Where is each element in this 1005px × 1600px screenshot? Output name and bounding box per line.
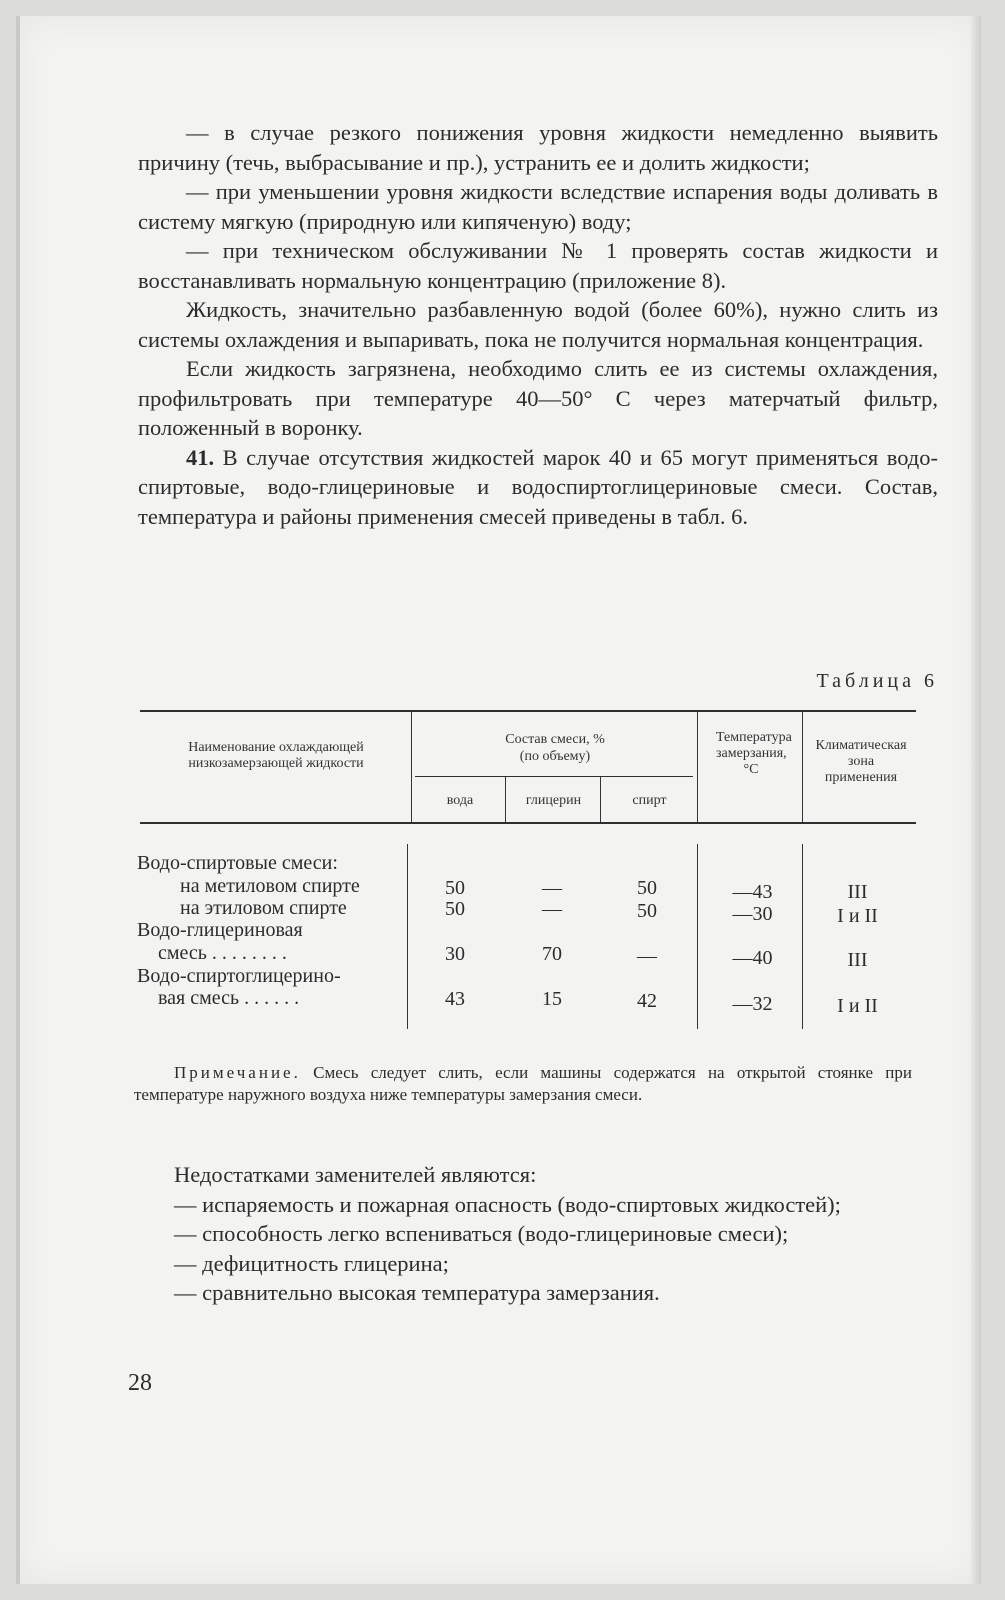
cell-r3-water: 30 <box>445 943 465 965</box>
cell-r4-glycerin: 15 <box>542 988 562 1010</box>
row-label-methyl: на метиловом спирте <box>180 875 360 897</box>
cell-r3-zone: III <box>847 949 868 971</box>
cell-r3-alcohol: — <box>637 945 657 967</box>
col-line-4-head <box>697 712 698 822</box>
cell-r1-glycerin: — <box>542 877 562 899</box>
row-label-water-glycerin-mix: смесь . . . . . . . . <box>158 942 287 964</box>
composition-sub-rule <box>415 776 693 777</box>
header-alcohol: спирт <box>632 793 667 808</box>
cell-r2-temp: —30 <box>732 903 773 925</box>
cell-r2-glycerin: — <box>542 898 562 920</box>
cell-r3-temp: —40 <box>732 947 773 969</box>
table-note <box>134 1062 912 1106</box>
header-name: Наименование охлаждающей низкозамерзающей жидкости <box>188 740 364 771</box>
table-top-rule <box>140 710 916 712</box>
cell-r2-alcohol: 50 <box>637 900 657 922</box>
row-label-water-glycerin: Водо-глицериновая <box>137 919 303 941</box>
header-water: вода <box>446 793 474 808</box>
row-label-water-alcohol-glycerin-mix: вая смесь . . . . . . <box>158 987 300 1009</box>
drawback-1: — испаряемость и пожарная опасность (водо-спиртовых жидкостей); <box>174 1191 841 1217</box>
body-text-bottom <box>134 1160 912 1308</box>
paragraph-2: — при уменьшении уровня жидкости вследствие испарения воды доливать в систему мягкую (природную или кипяченую) воду; <box>138 179 938 234</box>
header-temp: Температура замерзания, °С <box>716 730 792 777</box>
col-line-5-body <box>802 844 803 1029</box>
cell-r1-zone: III <box>847 881 868 903</box>
row-label-water-alcohol-glycerin: Водо-спиртоглицерино- <box>137 965 341 987</box>
header-composition: Состав смеси, % <box>505 732 605 747</box>
table-header-rule <box>140 822 916 824</box>
drawback-3: — дефицитность глицерина; <box>174 1250 449 1276</box>
clause-number: 41. <box>186 444 215 470</box>
header-glycerin: глицерин <box>525 793 582 808</box>
cell-r1-temp: —43 <box>732 881 773 903</box>
table-title: Таблица 6 <box>816 670 938 692</box>
row-label-ethyl: на этиловом спирте <box>180 897 347 919</box>
cell-r3-glycerin: 70 <box>542 943 562 965</box>
page-number: 28 <box>128 1370 152 1396</box>
cell-r4-water: 43 <box>445 988 465 1010</box>
cell-r1-alcohol: 50 <box>637 877 657 899</box>
cell-r1-water: 50 <box>445 877 465 899</box>
cell-r4-temp: —32 <box>732 993 773 1015</box>
col-line-1-head <box>411 712 412 822</box>
row-label-group-water-alcohol: Водо-спиртовые смеси: <box>137 852 338 874</box>
cell-r4-alcohol: 42 <box>637 990 657 1012</box>
paragraph-clause-41 <box>138 443 938 532</box>
page-right-edge <box>971 16 981 1584</box>
note-text: Смесь следует слить, если машины содержатся на открытой стоянке при температуре наружного воздуха ниже температуры замерзания смеси. <box>134 1063 912 1104</box>
note-label: Примечание. <box>174 1063 301 1082</box>
header-composition-sub: (по объему) <box>519 749 591 764</box>
paragraph-drawbacks: Недостатками заменителей являются: <box>174 1162 537 1187</box>
cell-r2-water: 50 <box>445 898 465 920</box>
clause-text: В случае отсутствия жидкостей марок 40 и 65 могут применяться водо-спиртовые, водо-глицериновые и водоспиртоглицериновые смеси. Состав, температура и районы применения смесей приведены в табл. 6. <box>138 444 938 529</box>
drawback-4: — сравнительно высокая температура замерзания. <box>174 1280 660 1305</box>
paragraph-1: — в случае резкого понижения уровня жидкости немедленно выявить причину (течь, выбрасывание и пр.), устранить ее и долить жидкости; <box>138 120 938 175</box>
cell-r4-zone: I и II <box>837 995 878 1017</box>
drawback-2: — способность легко вспениваться (водо-глицериновые смеси); <box>174 1221 789 1246</box>
header-zone: Климатическая зона применения <box>815 738 907 785</box>
page-left-edge <box>16 16 20 1584</box>
col-line-4-body <box>697 844 698 1029</box>
cell-r2-zone: I и II <box>837 905 878 927</box>
paragraph-5: Если жидкость загрязнена, необходимо слить ее из системы охлаждения, профильтровать при температуре 40—50° С через матерчатый фильтр, положенный в воронку. <box>138 356 938 440</box>
paragraph-4: Жидкость, значительно разбавленную водой (более 60%), нужно слить из системы охлаждения и выпаривать, пока не получится нормальная концентрация. <box>138 297 938 352</box>
body-text-top <box>138 118 938 531</box>
col-line-5-head <box>802 712 803 822</box>
col-line-1-body <box>407 844 408 1029</box>
paragraph-3: — при техническом обслуживании № 1 проверять состав жидкости и восстанавливать нормальную концентрацию (приложение 8). <box>138 238 938 293</box>
